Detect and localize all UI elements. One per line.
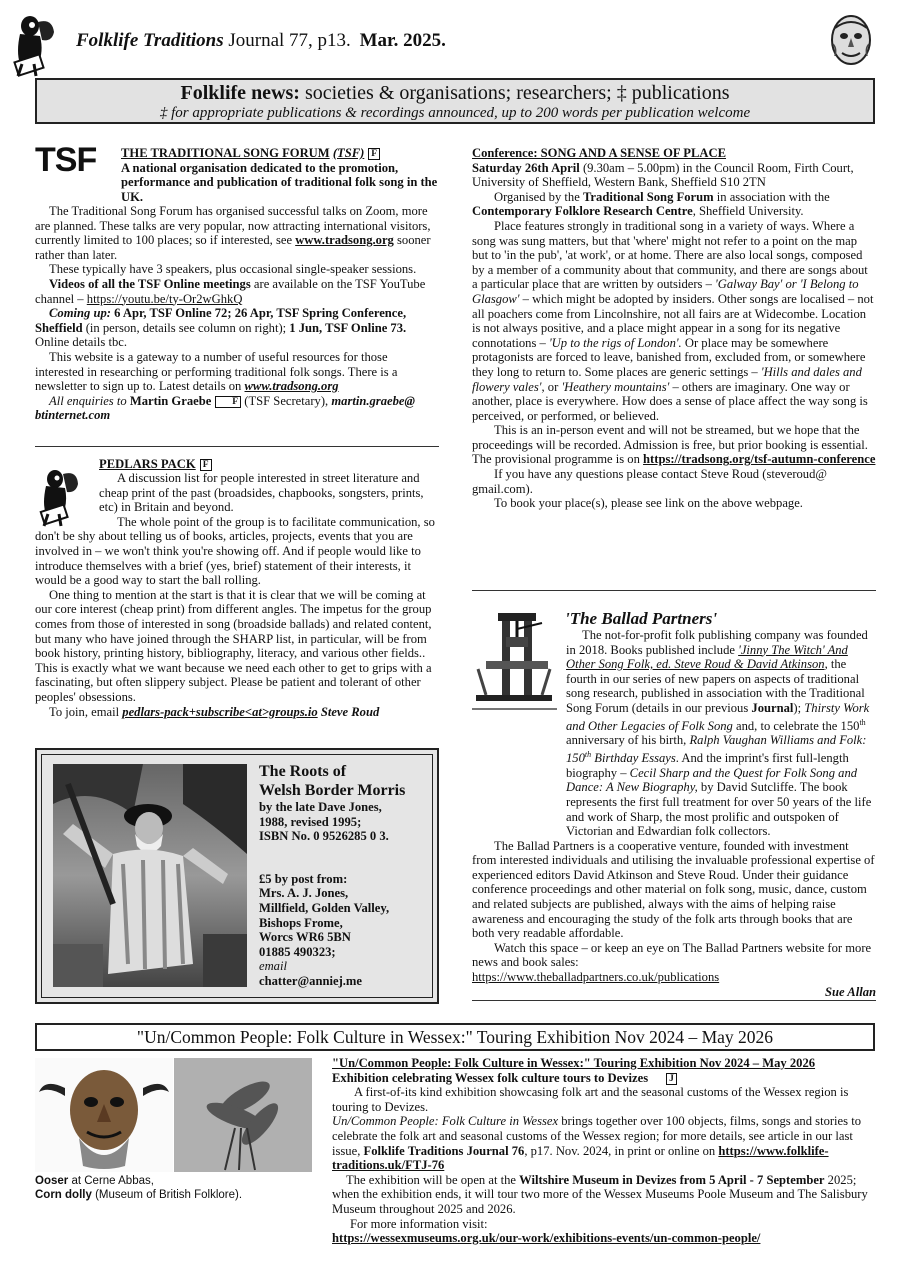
- tsf-heading: THE TRADITIONAL SONG FORUM: [121, 146, 330, 160]
- journal-name: Folklife Traditions: [76, 30, 224, 51]
- tsf-header: THE TRADITIONAL SONG FORUM (TSF) F A national organisation dedicated to the promotion, performance and publication of traditional folk song in the UK.: [121, 146, 438, 204]
- pedlar-logo-icon: [10, 12, 58, 78]
- tsf-tagline: A national organisation dedicated to the promotion, performance and publication of traditional folk song in the UK.: [121, 160, 438, 204]
- wessex-museums-link[interactable]: https://wessexmuseums.org.uk/our-work/exhibitions-events/un-common-people/: [332, 1231, 761, 1246]
- ftj76-link[interactable]: https://www.folklife-traditions.uk/FTJ-76: [332, 1143, 829, 1173]
- roots-title-2: Welsh Border Morris: [259, 782, 406, 799]
- roots-email[interactable]: chatter@anniej.me: [259, 973, 362, 988]
- exhibition-subheading: Exhibition celebrating Wessex folk culture tours to Devizes: [332, 1070, 649, 1085]
- conference-link[interactable]: https://tradsong.org/tsf-autumn-conference: [643, 452, 876, 467]
- pedlars-email[interactable]: pedlars-pack+subscribe<at>groups.io: [122, 704, 318, 719]
- roots-details: The Roots of Welsh Border Morris by the late Dave Jones, 1988, revised 1995; ISBN No. 0 9526285 0 3. £5 by post from: Mrs. A. J. Jones, Millfield, Golden Valley, Bishops Frome, Worcs WR6 5BN 01885 490323; email chatter@anniej.me: [259, 762, 429, 989]
- news-banner: [35, 78, 875, 124]
- ballad-signature: Sue Allan: [825, 984, 876, 999]
- journal-header: [76, 30, 446, 52]
- journal-date: Mar. 2025.: [359, 30, 446, 51]
- morris-dancer-photo: [53, 764, 247, 987]
- conference-article: Conference: SONG AND A SENSE OF PLACE Saturday 26th April (9.30am – 5.00pm) in the Council Room, Firth Court, University of Sheffield, Western Bank, Sheffield S10 2TN Organised by the Traditional Song Forum in association with the Contemporary Folklore Research Centre, Sheffield University. Place features strongly in traditional song in a variety of ways. Where a song was sung matters, but that 'where' might not refer to a point on the map but to 'in the pub', 'at work', or at home. There are also local songs, composed by a member of a community about that community, and there are songs about a particular place that are written by outsiders – 'Galway Bay' or 'I Belong to Glasgow' – which might be adopted by insiders. Other songs are localised – not all poachers come from Lincolnshire, not all fairs are at Widecombe. Location is not always positive, and a place might appear in a song for its negative connotations – 'Up to the rigs of London'. Or place may be somewhere protagonists are forced to leave, banished from, excluded from, or somewhere they long to return to. Some places are generic settings – 'Hills and dales and flowery vales', or 'Heathery mountains' – others are imaginary. One way or another, place is everywhere. How does a sense of place affect the way song is perceived, or performed, or believed. This is an in-person event and will not be streamed, but we hope that the proceedings will be recorded. Admission is free, but prior booking is essential. The provisional programme is on https://tradsong.org/tsf-autumn-conference If you have any questions please contact Steve Roud (steveroud@ gmail.com). To book your place(s), please see link on the above webpage.: [472, 146, 876, 511]
- banner-title: Folklife news: societies & organisations; researchers; ‡ publications: [180, 82, 730, 104]
- roots-advert: [35, 748, 439, 1004]
- tsf-body: The Traditional Song Forum has organised successful talks on Zoom, more are planned. These talks are very popular, now attracting international visitors, currently limited to 100 places; so if interested, see www.tradsong.org sooner rather than later. These typically have 3 speakers, plus occasional single-speaker sessions. Videos of all the TSF Online meetings are available on the TSF YouTube channel – https://youtu.be/ty-Or2wGhkQ Coming up: 6 Apr, TSF Online 72; 26 Apr, TSF Spring Conference, Sheffield (in person, details see column on right); 1 Jun, TSF Online 73. Online details tbc. This website is a gateway to a number of useful resources for those interested in researching or performing traditional folk songs. There is a newsletter to sign up to. Latest details on www.tradsong.org All enquiries to Martin Graebe F (TSF Secretary), martin.graebe@ btinternet.com: [35, 204, 431, 423]
- conference-heading: Conference: SONG AND A SENSE OF PLACE: [472, 146, 726, 160]
- green-man-icon: [829, 14, 873, 66]
- journal-issue: Journal 77, p13.: [228, 30, 351, 51]
- youtube-link[interactable]: https://youtu.be/ty-Or2wGhkQ: [86, 291, 243, 306]
- tsf-email[interactable]: martin.graebe@ btinternet.com: [35, 393, 415, 423]
- ballad-body: The not-for-profit folk publishing company was founded in 2018. Books published include 'Jinny The Witch' And Other Song Folk, ed. Steve Roud & David Atkinson, the fourth in our series of new papers on aspects of traditional song research, published in association with the Traditional Song Forum (details in our previous Journal); Thirsty Work and Other Legacies of Folk Song and, to celebrate the 150th anniversary of his birth, Ralph Vaughan Williams and Folk: 150th Birthday Essays. And the imprint's first full-length biography – Cecil Sharp and the Quest for Folk Song and Dance: A New Biography, by David Sutcliffe. The book represents the first full treatment for over 50 years of the life and work of Sharp, the most prolific and outspoken of Victorian and Edwardian folk collectors. The Ballad Partners is a cooperative venture, founded with investment from interested individuals and utilising the invaluable professional expertise of experienced editors David Atkinson and Steve Roud. Under their guidance conference proceedings and other material on folk song, music, dance, custom and related subjects are published, always with the aims of helping raise awareness and encouraging the study of the folk arts through books that are both very readable affordable. Watch this space – or keep an eye on The Ballad Partners website for more news and book sales: https://www.theballadpartners.co.uk/publications Sue Allan: [472, 628, 876, 999]
- ballad-title: 'The Ballad Partners': [565, 609, 718, 628]
- exhibition-banner: "Un/Common People: Folk Culture in Wessex:" Touring Exhibition Nov 2024 – May 2026: [35, 1023, 875, 1051]
- ballad-link[interactable]: https://www.theballadpartners.co.uk/publications: [472, 970, 720, 985]
- tsf-logo: TSF: [35, 141, 97, 179]
- roots-title-1: The Roots of: [259, 763, 347, 780]
- tsf-badge: F: [368, 148, 380, 160]
- pedlars-badge: F: [200, 459, 212, 471]
- banner-subtitle: ‡ for appropriate publications & recordings announced, up to 200 words per publication welcome: [159, 105, 751, 121]
- exhibition-badge: J: [666, 1073, 677, 1085]
- exhibition-article: "Un/Common People: Folk Culture in Wessex:" Touring Exhibition Nov 2024 – May 2026 Exhibition celebrating Wessex folk culture tours to Devizes J A first-of-its kind exhibition showcasing folk art and the seasonal customs of the Wessex region is touring to Devizes. Un/Common People: Folk Culture in Wessex brings together over 100 objects, films, songs and stories to celebrate the folk art and seasonal customs of the Wessex region; for more details, see article in our last issue, Folklife Traditions Journal 76, p17. Nov. 2024, in print or online on https://www.folklife-traditions.uk/FTJ-76 The exhibition will be open at the Wiltshire Museum in Devizes from 5 April - 7 September 2025; when the exhibition ends, it will tour two more of the Wessex Museums Poole Museum and The Salisbury Museum throughout 2025 and 2026. For more information visit: https://wessexmuseums.org.uk/our-work/exhibitions-events/un-common-people/: [332, 1056, 876, 1246]
- pedlars-heading: PEDLARS PACK F: [99, 457, 439, 472]
- exhibition-photos: [35, 1058, 312, 1172]
- pedlars-body: A discussion list for people interested in street literature and cheap print of the past (broadsides, chapbooks, songsters, prints, etc) in Britain and beyond. The whole point of the group is to facilitate communication, so don't be shy about telling us of books, articles, projects, events that you are involved in – we won't think you're showing off. And if people would like to introduce themselves with a brief (yes, brief) statement of their interests, it would be a good way to start the ball rolling. One thing to mention at the start is that it is clear that we will be coming at our core interest (cheap print) from different angles. The impetus for the group comes from those of interested in song (broadside ballads) and related content, but many who have joined through the SHARP list, in particular, will be from book history, printing history, bibliography, literacy, and various other fields.. This is exactly what we want because we need each other to get to grips with a fascinating, but often slippery subject. Please be patient and tolerant of other peoples' obsessions. To join, email pedlars-pack+subscribe<at>groups.io Steve Roud: [35, 471, 435, 719]
- jinny-link[interactable]: 'Jinny The Witch' And Other Song Folk, ed. Steve Roud & David Atkinson: [566, 642, 848, 672]
- exhibition-heading: "Un/Common People: Folk Culture in Wessex:" Touring Exhibition Nov 2024 – May 2026: [332, 1056, 816, 1070]
- tsf-link-2[interactable]: www.tradsong.org: [244, 379, 339, 394]
- exhibition-caption: Ooser at Cerne Abbas, Corn dolly (Museum of British Folklore).: [35, 1175, 243, 1201]
- tsf-link[interactable]: www.tradsong.org: [295, 233, 394, 248]
